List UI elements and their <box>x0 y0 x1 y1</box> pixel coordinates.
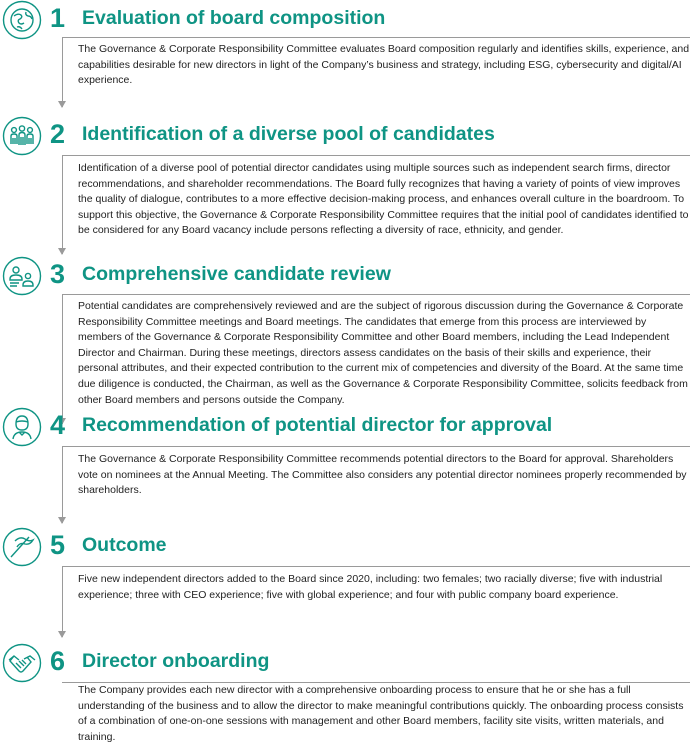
step-number: 1 <box>50 3 66 33</box>
step-title: Identification of a diverse pool of candidates <box>82 123 495 145</box>
step-2-text: Identification of a diverse pool of potential director candidates using multiple sources such as independent search firms, director recommendations, and shareholder recommendations. The Board fully recognizes that having a variety of points of view improves the quality of dialogue, contributes to a more effective decision-making process, and enhances overall culture in the boardroom. To support this objective, the Governance & Corporate Responsibility Committee requires that the initial pool of candidates identified to be considered for any Board vacancy include persons reflecting a diversity of race, ethnicity, and gender. <box>78 162 689 237</box>
flag-icon <box>2 527 42 567</box>
person-icon <box>2 407 42 447</box>
globe-icon <box>2 0 42 40</box>
step-title: Comprehensive candidate review <box>82 263 391 285</box>
step-title: Recommendation of potential director for approval <box>82 414 553 436</box>
handshake-icon <box>2 643 42 683</box>
step-title: Outcome <box>82 534 167 556</box>
step-number: 6 <box>50 646 66 676</box>
step-5-text: Five new independent directors added to the Board since 2020, including: two females; two racially diverse; five with industrial experience; three with CEO experience; five with global experience; and four with public company board experience. <box>78 573 663 601</box>
step-6-text: The Company provides each new director with a comprehensive onboarding process to ensure that he or she has a full understanding of the business and to allow the director to make meaningful contributions quickly. The onboarding process consists of a combination of one-on-one sessions with management and other Board members, facility site visits, written materials, and training. <box>78 684 684 743</box>
step-4-text: The Governance & Corporate Responsibility Committee recommends potential directors to the Board for approval. Shareholders vote on nominees at the Annual Meeting. The Committee also considers any potential director nominees properly recommended by shareholders. <box>78 453 687 497</box>
step-number: 4 <box>50 410 66 440</box>
people-group-icon <box>2 116 42 156</box>
step-number: 5 <box>50 530 66 560</box>
step-title: Evaluation of board composition <box>82 7 386 29</box>
candidate-review-icon <box>2 256 42 296</box>
step-number: 2 <box>50 119 66 149</box>
step-title: Director onboarding <box>82 650 270 672</box>
step-3-text: Potential candidates are comprehensively reviewed and are the subject of rigorous discussion during the Governance & Corporate Responsibility Committee meetings and Board meetings. The candidates that emerge from this process are interviewed by members of the Governance & Corporate Responsibility Committee and other Board members, including the Lead Independent Director and Chairman. During these meetings, directors assess candidates on the basis of their skills and experience, their personal attributes, and their expected contribution to the current mix of competencies and diversity of the Board. At the same time due diligence is conducted, the Chairman, as well as the Governance & Corporate Responsibility Committee, solicits feedback from other Board members and persons outside the Company. <box>78 300 688 406</box>
step-1-text: The Governance & Corporate Responsibility Committee evaluates Board composition regularly and identifies skills, experience, and capabilities desirable for new directors in light of the Company’s business and strategy, including ESG, cybersecurity and digital/AI experience. <box>78 43 690 87</box>
step-number: 3 <box>50 259 66 289</box>
